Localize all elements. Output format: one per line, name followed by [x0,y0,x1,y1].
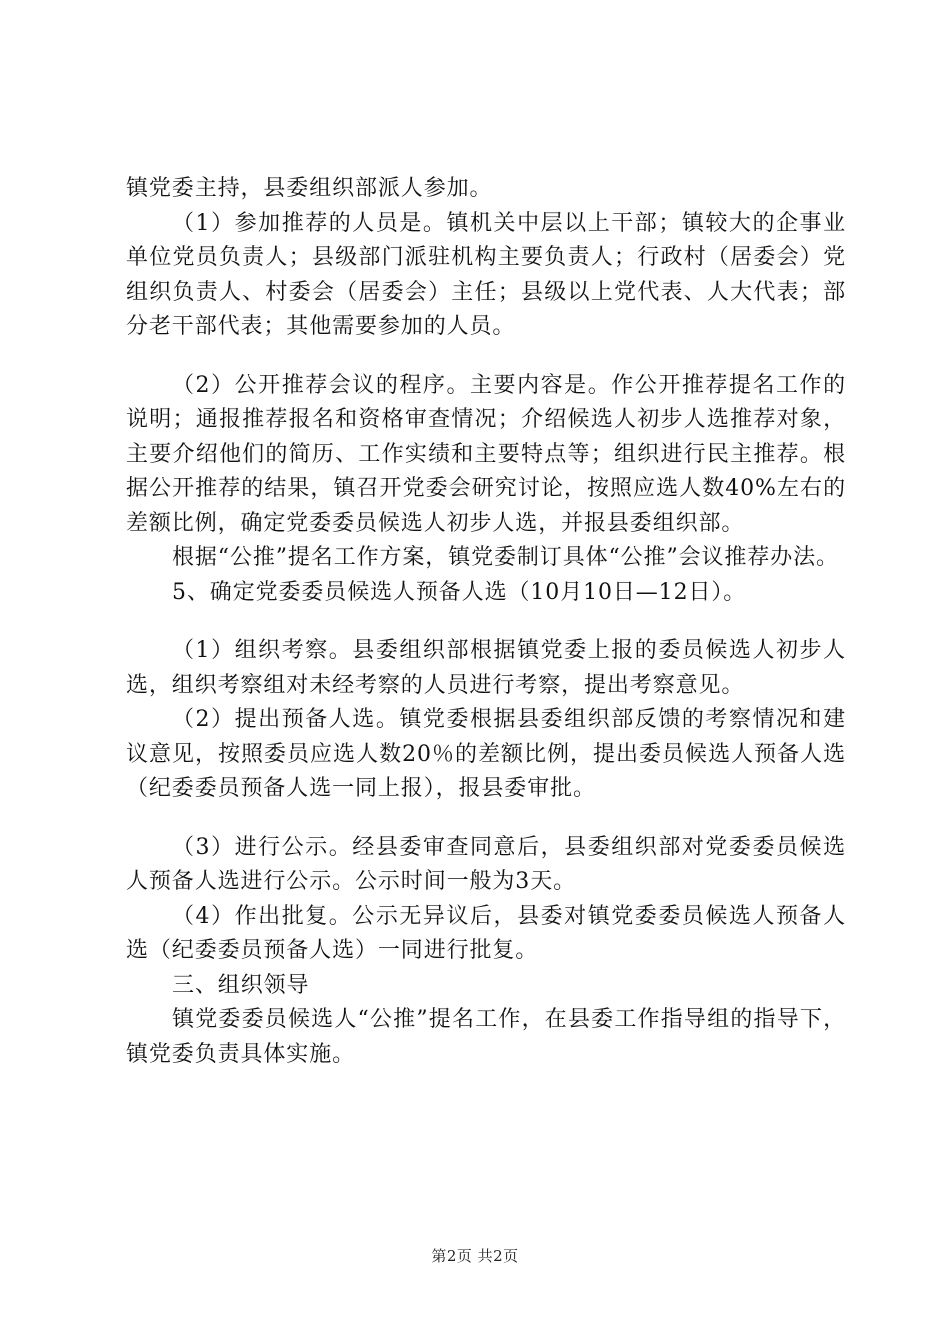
paragraph-public-notice: （3）进行公示。经县委审查同意后，县委组织部对党委委员候选人预备人选进行公示。公示时间一般为3天。 [126,834,846,894]
paragraph-preliminary-candidates: （2）提出预备人选。镇党委根据县委组织部反馈的考察情况和建议意见，按照委员应选人数20％的差额比例，提出委员候选人预备人选（纪委委员预备人选一同上报），报县委审批。 [126,707,846,801]
paragraph-continuation: 镇党委主持，县委组织部派人参加。 [126,176,493,201]
paragraph-recommend-method: 根据“公推”提名工作方案，镇党委制订具体“公推”会议推荐办法。 [172,545,839,570]
paragraph-approval: （4）作出批复。公示无异议后，县委对镇党委委员候选人预备人选（纪委委员预备人选）一同进行批复。 [126,903,846,963]
page-number-footer: 第2页 共2页 [431,1247,519,1265]
document-body [126,172,846,1072]
section-heading-leadership: 三、组织领导 [172,972,310,998]
paragraph-organize-inspection: （1）组织考察。县委组织部根据镇党委上报的委员候选人初步人选，组织考察组对未经考察的人员进行考察，提出考察意见。 [126,638,846,698]
paragraph-recommend-participants: （1）参加推荐的人员是。镇机关中层以上干部；镇较大的企事业单位党员负责人；县级部门派驻机构主要负责人；行政村（居委会）党组织负责人、村委会（居委会）主任；县级以上党代表、人大代表；部分老干部代表；其他需要参加的人员。 [126,210,846,339]
paragraph-leadership: 镇党委委员候选人“公推”提名工作，在县委工作指导组的指导下，镇党委负责具体实施。 [126,1007,846,1067]
paragraph-meeting-procedure: （2）公开推荐会议的程序。主要内容是。作公开推荐提名工作的说明；通报推荐报名和资格审查情况；介绍候选人初步人选推荐对象，主要介绍他们的简历、工作实绩和主要特点等；组织进行民主推荐。根据公开推荐的结果，镇召开党委会研究讨论，按照应选人数40%左右的差额比例，确定党委委员候选人初步人选，并报县委组织部。 [126,372,846,536]
paragraph-section-5-heading: 5、确定党委委员候选人预备人选（10月10日—12日）。 [172,579,747,605]
